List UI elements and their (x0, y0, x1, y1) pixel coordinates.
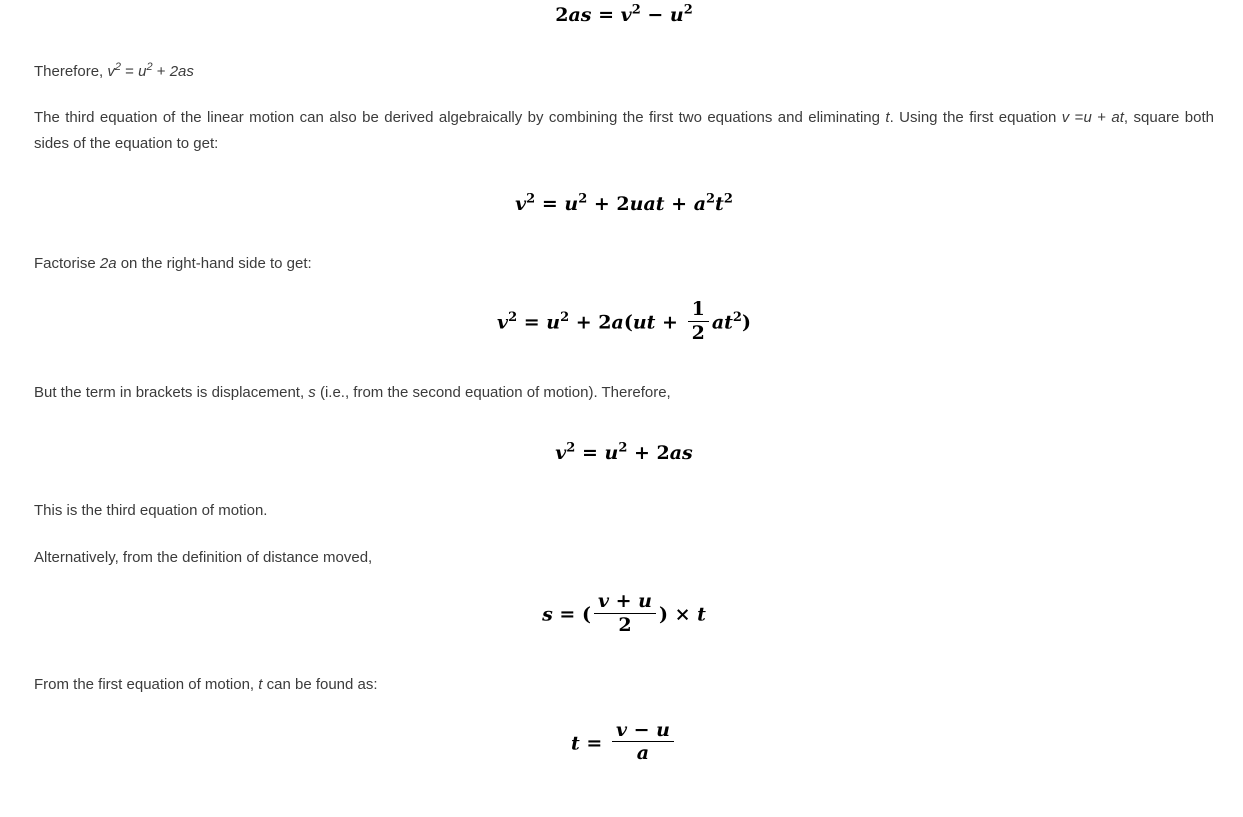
line-this-is-third-equation: This is the third equation of motion. (34, 501, 268, 519)
document-page (0, 4, 1243, 817)
line-term-in-brackets-displacement: But the term in brackets is displacement, s (i.e., from the second equation of motion). Therefore, (34, 383, 671, 401)
line-factorise-2a: Factorise 2a on the right-hand side to get: (34, 255, 312, 272)
equation-distance-average-velocity: s = ( $\frac{v + u}{2}$ ) × t (542, 589, 706, 636)
equation-time-v-minus-u-over-a: t = $\frac{v - u}{a}$ (34, 722, 1214, 767)
equation-third-equation-of-motion: $v^2 = u^2 + 2as$ (555, 440, 693, 464)
line-therefore-v2-u2-2as: Therefore, $v^2 = u^2 + 2as$ (34, 61, 194, 80)
equation-expanded-square: $v^2 = u^2 + 2uat + a^2t^2$ (515, 191, 733, 215)
equation-factored-2a: $v^2 = u^2 + 2a(ut$ + $\frac{1}{2}$ $at^2$) (497, 298, 751, 344)
line-from-first-equation-find-t: From the first equation of motion, t can be found as: (34, 675, 378, 693)
equation-2as-equals-v2-minus-u2: $2as = v^2 - u^2$ (555, 2, 693, 26)
document-content (0, 4, 1243, 766)
line-alternatively-distance-moved: Alternatively, from the definition of distance moved, (34, 548, 373, 566)
paragraph-third-equation-derivation: The third equation of the linear motion can also be derived algebraically by combining the first two equations and eliminating t. Using the first equation v =u + at, square both sides of the equation to get: (34, 109, 1214, 152)
